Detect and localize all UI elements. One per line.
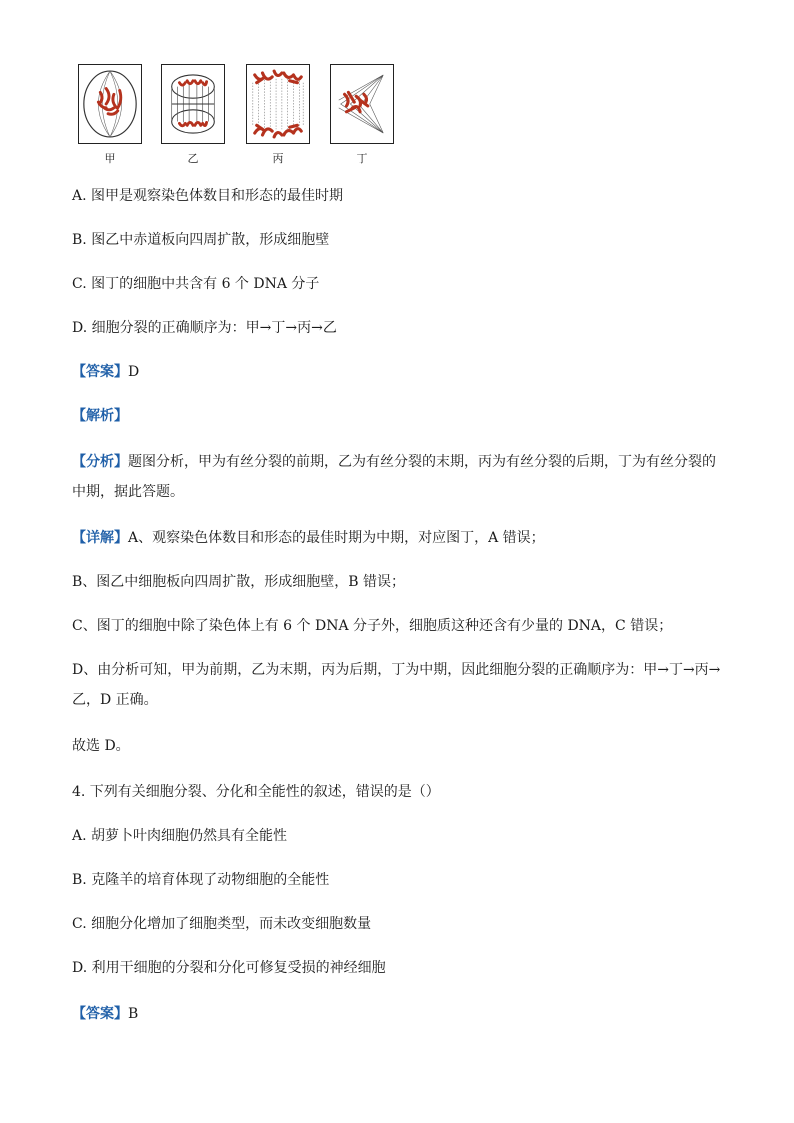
q3-option-c: C. 图丁的细胞中共含有 6 个 DNA 分子 (72, 276, 320, 292)
figure-panel-yi (161, 64, 225, 144)
telophase-cell-image (162, 65, 224, 143)
cell-division-figure (78, 64, 398, 164)
q4-stem: 4. 下列有关细胞分裂、分化和全能性的叙述，错误的是（） (72, 784, 440, 800)
fenxi-text: 题图分析，甲为有丝分裂的前期，乙为有丝分裂的末期，丙为有丝分裂的后期，丁为有丝分裂的 (128, 454, 716, 470)
figure-panel-bing (246, 64, 310, 144)
q3-option-a: A. 图甲是观察染色体数目和形态的最佳时期 (72, 188, 344, 204)
q3-conclusion: 故选 D。 (72, 738, 130, 754)
q3-answer-line (72, 362, 139, 382)
analysis-tag: 【解析】 (72, 408, 128, 424)
q4-option-b: B. 克隆羊的培育体现了动物细胞的全能性 (72, 872, 330, 888)
q4-answer-line (72, 1004, 138, 1024)
fenxi-tag: 【分析】 (72, 454, 128, 470)
q3-xiangjie-b: B、图乙中细胞板向四周扩散，形成细胞壁，B 错误； (72, 574, 406, 590)
q3-xiangjie-c: C、图丁的细胞中除了染色体上有 6 个 DNA 分子外，细胞质这种还含有少量的 DNA，C 错误； (72, 618, 673, 634)
figure-label-ding: 丁 (356, 152, 368, 165)
q3-fenxi-line1 (72, 452, 716, 472)
q4-option-d: D. 利用干细胞的分裂和分化可修复受损的神经细胞 (72, 960, 386, 976)
xiangjie-a-text: A、观察染色体数目和形态的最佳时期为中期，对应图丁，A 错误； (128, 530, 545, 546)
q4-answer-tag: 【答案】 (72, 1006, 128, 1022)
figure-label-bing: 丙 (272, 152, 284, 165)
q4-option-a: A. 胡萝卜叶肉细胞仍然具有全能性 (72, 828, 288, 844)
q4-option-c: C. 细胞分化增加了细胞类型，而未改变细胞数量 (72, 916, 372, 932)
xiangjie-tag: 【详解】 (72, 530, 128, 546)
figure-panel-jia (78, 64, 142, 144)
metaphase-cell-image (331, 65, 393, 143)
q3-answer-value: D (128, 364, 140, 380)
q3-xiangjie-a (72, 528, 545, 548)
prophase-cell-image (79, 65, 141, 143)
q3-option-d: D. 细胞分裂的正确顺序为：甲→丁→丙→乙 (72, 320, 337, 336)
q3-analysis-heading (72, 406, 128, 426)
q3-option-b: B. 图乙中赤道板向四周扩散，形成细胞壁 (72, 232, 330, 248)
anaphase-cell-image (247, 65, 309, 143)
q3-fenxi-line2: 中期，据此答题。 (72, 484, 184, 500)
figure-panel-ding (330, 64, 394, 144)
q3-xiangjie-d-line1: D、由分析可知，甲为前期，乙为末期，丙为后期，丁为中期，因此细胞分裂的正确顺序为：甲→丁→丙→ (72, 662, 721, 678)
figure-label-jia: 甲 (104, 152, 116, 165)
q3-xiangjie-d-line2: 乙，D 正确。 (72, 692, 158, 708)
answer-tag: 【答案】 (72, 364, 128, 380)
figure-label-yi: 乙 (187, 152, 199, 165)
q4-answer-value: B (128, 1006, 139, 1022)
